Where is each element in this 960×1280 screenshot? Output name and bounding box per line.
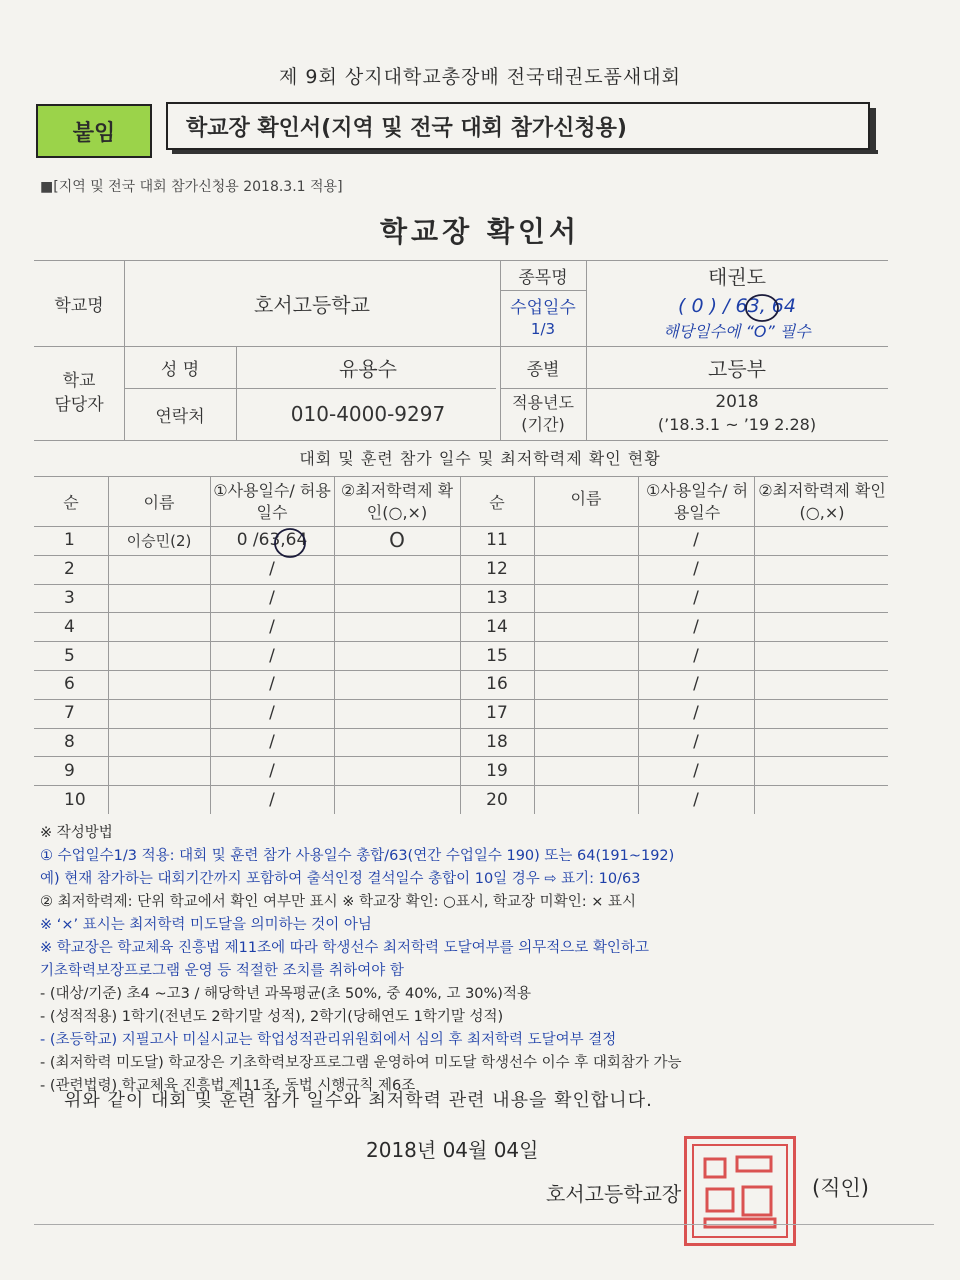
contact-value: 010-4000-9297 bbox=[290, 402, 446, 426]
row-name bbox=[108, 670, 210, 699]
header-days-right: ①사용일수/ 허용일수 bbox=[645, 481, 749, 522]
row-number: 3 bbox=[64, 587, 75, 608]
year-label: 적용년도 (기간) bbox=[512, 393, 574, 434]
seal-label: (직인) bbox=[812, 1176, 869, 1200]
row-days-right: / bbox=[693, 731, 699, 752]
header-check-right: ②최저학력제 확인(○,×) bbox=[758, 481, 886, 522]
instruction-line: - (최저학력 미도달) 학교장은 기초학력보장프로그램 운영하여 미도달 학생선수 이수 후 대회참가 가능 bbox=[40, 1055, 682, 1071]
row-number-right: 13 bbox=[486, 587, 508, 608]
instruction-line: - (관련법령) 학교체육 진흥법 제11조, 동법 시행규칙 제6조 bbox=[40, 1078, 416, 1094]
instruction-line: 예) 현재 참가하는 대회기간까지 포함하여 출석인정 결석일수 총합이 10일 경우 ⇨ 표기: 10/63 bbox=[40, 871, 641, 887]
row-number: 1 bbox=[64, 530, 75, 551]
issue-date: 2018년 04월 04일 bbox=[366, 1138, 539, 1162]
instruction-line: ※ 작성방법 bbox=[40, 825, 113, 841]
row-name bbox=[108, 699, 210, 728]
row-days-right: / bbox=[693, 645, 699, 666]
class-days-value: ( 0 ) / 63, 64 bbox=[678, 295, 796, 317]
row-days: / bbox=[269, 789, 275, 810]
row-number: 4 bbox=[64, 616, 75, 637]
circle-mark-row1 bbox=[270, 526, 310, 560]
section-title: 대회 및 훈련 참가 일수 및 최저학력제 확인 현황 bbox=[299, 449, 661, 468]
header-shadow-side bbox=[870, 108, 876, 154]
division-label: 종별 bbox=[526, 359, 560, 380]
instruction-line: - (성적적용) 1학기(전년도 2학기말 성적), 2학기(당해연도 1학기말 성적) bbox=[40, 1009, 504, 1025]
manager-label: 학교 담당자 bbox=[54, 371, 104, 415]
row-days-right: / bbox=[693, 559, 699, 580]
header-no: 순 bbox=[63, 493, 79, 512]
row-name bbox=[108, 728, 210, 757]
row-days-right: / bbox=[693, 789, 699, 810]
header-check: ②최저학력제 확인(○,×) bbox=[340, 481, 454, 522]
header-name: 이름 bbox=[143, 493, 175, 512]
row-name bbox=[108, 785, 210, 814]
header-shadow bbox=[172, 150, 878, 154]
school-value: 호서고등학교 bbox=[254, 292, 370, 317]
header-name-right: 이름 bbox=[570, 489, 602, 508]
event-label: 종목명 bbox=[518, 267, 568, 288]
row-check bbox=[334, 785, 460, 814]
row-number: 5 bbox=[64, 645, 75, 666]
row-check bbox=[334, 555, 460, 584]
row-number: 2 bbox=[64, 559, 75, 580]
info-table bbox=[34, 260, 888, 442]
row-check bbox=[334, 641, 460, 670]
row-name bbox=[108, 612, 210, 641]
row-number: 9 bbox=[64, 760, 75, 781]
row-days: / bbox=[269, 703, 275, 724]
row-check bbox=[334, 728, 460, 757]
row-days: / bbox=[269, 559, 275, 580]
bottom-divider bbox=[34, 1224, 934, 1225]
roster-table bbox=[34, 476, 888, 816]
period-value: (’18.3.1 ~ ’19 2.28) bbox=[657, 414, 817, 434]
row-check bbox=[334, 584, 460, 613]
signer: 호서고등학교장 bbox=[546, 1182, 682, 1206]
row-number-right: 17 bbox=[486, 703, 508, 724]
row-check bbox=[334, 670, 460, 699]
instruction-line: ① 수업일수1/3 적용: 대회 및 훈련 참가 사용일수 총합/63(연간 수업일수 190) 또는 64(191~192) bbox=[40, 848, 675, 864]
row-check bbox=[334, 756, 460, 785]
row-number-right: 18 bbox=[486, 731, 508, 752]
class-days-label: 수업일수 bbox=[510, 297, 576, 318]
instruction-line: ※ 학교장은 학교체육 진흥법 제11조에 따라 학생선수 최저학력 도달여부를 의무적으로 확인하고 bbox=[40, 940, 649, 956]
row-days: / bbox=[269, 760, 275, 781]
row-number-right: 19 bbox=[486, 760, 508, 781]
attach-badge: 붙임 bbox=[36, 104, 152, 158]
confirm-text: 위와 같이 대회 및 훈련 참가 일수와 최저학력 관련 내용을 확인합니다. bbox=[64, 1090, 653, 1111]
division-value: 고등부 bbox=[708, 356, 766, 381]
instruction-line: - (대상/기준) 초4 ~고3 / 해당학년 과목평균(초 50%, 중 40%, 고 30%)적용 bbox=[40, 986, 531, 1002]
instruction-line: ② 최저학력제: 단위 학교에서 확인 여부만 표시 ※ 학교장 확인: ○표시, 학교장 미확인: × 표시 bbox=[40, 894, 636, 910]
row-number-right: 12 bbox=[486, 559, 508, 580]
row-number: 6 bbox=[64, 674, 75, 695]
class-days-fraction: 1/3 bbox=[530, 320, 556, 338]
row-number-right: 16 bbox=[486, 674, 508, 695]
row-number: 8 bbox=[64, 731, 75, 752]
header-no-right: 순 bbox=[489, 493, 505, 512]
instructions bbox=[40, 822, 920, 1098]
row-number-right: 14 bbox=[486, 616, 508, 637]
row-name bbox=[108, 641, 210, 670]
row-number-right: 11 bbox=[486, 530, 508, 551]
instruction-line: - (초등학교) 지필고사 미실시교는 학업성적관리위원회에서 심의 후 최저학력 도달여부 결정 bbox=[40, 1032, 617, 1048]
row-name bbox=[108, 555, 210, 584]
row-name bbox=[108, 756, 210, 785]
row-days-right: / bbox=[693, 587, 699, 608]
row-days: / bbox=[269, 674, 275, 695]
row-days-right: / bbox=[693, 703, 699, 724]
circle-mark-63 bbox=[742, 292, 782, 324]
row-check bbox=[334, 699, 460, 728]
row-days: / bbox=[269, 731, 275, 752]
row-number: 7 bbox=[64, 703, 75, 724]
official-seal-icon bbox=[684, 1136, 796, 1246]
row-number: 10 bbox=[64, 789, 86, 810]
name-label: 성 명 bbox=[160, 359, 200, 380]
row-days-right: / bbox=[693, 616, 699, 637]
row-days-right: / bbox=[693, 674, 699, 695]
contact-label: 연락처 bbox=[155, 406, 205, 427]
header-days: ①사용일수/ 허용일수 bbox=[213, 481, 331, 522]
row-check bbox=[334, 612, 460, 641]
row-check: O bbox=[389, 528, 405, 553]
row-days: 0 /63,64 bbox=[236, 530, 308, 551]
event-value: 태권도 bbox=[708, 264, 766, 289]
instruction-line: 기초학력보장프로그램 운영 등 적절한 조치를 취하여야 함 bbox=[40, 963, 404, 979]
school-label: 학교명 bbox=[54, 295, 104, 316]
row-days-right: / bbox=[693, 530, 699, 551]
row-number-right: 15 bbox=[486, 645, 508, 666]
row-number-right: 20 bbox=[486, 789, 508, 810]
year-value: 2018 bbox=[715, 392, 759, 412]
application-note: ■[지역 및 전국 대회 참가신청용 2018.3.1 적용] bbox=[40, 179, 343, 195]
row-name: 이승민(2) bbox=[126, 531, 192, 550]
class-days-note: 해당일수에 “O” 필수 bbox=[663, 321, 811, 341]
row-days: / bbox=[269, 587, 275, 608]
main-title: 학교장 확인서 bbox=[379, 215, 581, 248]
row-days-right: / bbox=[693, 760, 699, 781]
row-days: / bbox=[269, 616, 275, 637]
name-value: 유용수 bbox=[339, 356, 397, 381]
row-name bbox=[108, 584, 210, 613]
contest-title: 제 9회 상지대학교총장배 전국태권도품새대회 bbox=[279, 66, 681, 88]
row-days: / bbox=[269, 645, 275, 666]
instruction-line: ※ ‘×’ 표시는 최저학력 미도달을 의미하는 것이 아님 bbox=[40, 917, 372, 933]
header-title: 학교장 확인서(지역 및 전국 대회 참가신청용) bbox=[166, 102, 870, 150]
